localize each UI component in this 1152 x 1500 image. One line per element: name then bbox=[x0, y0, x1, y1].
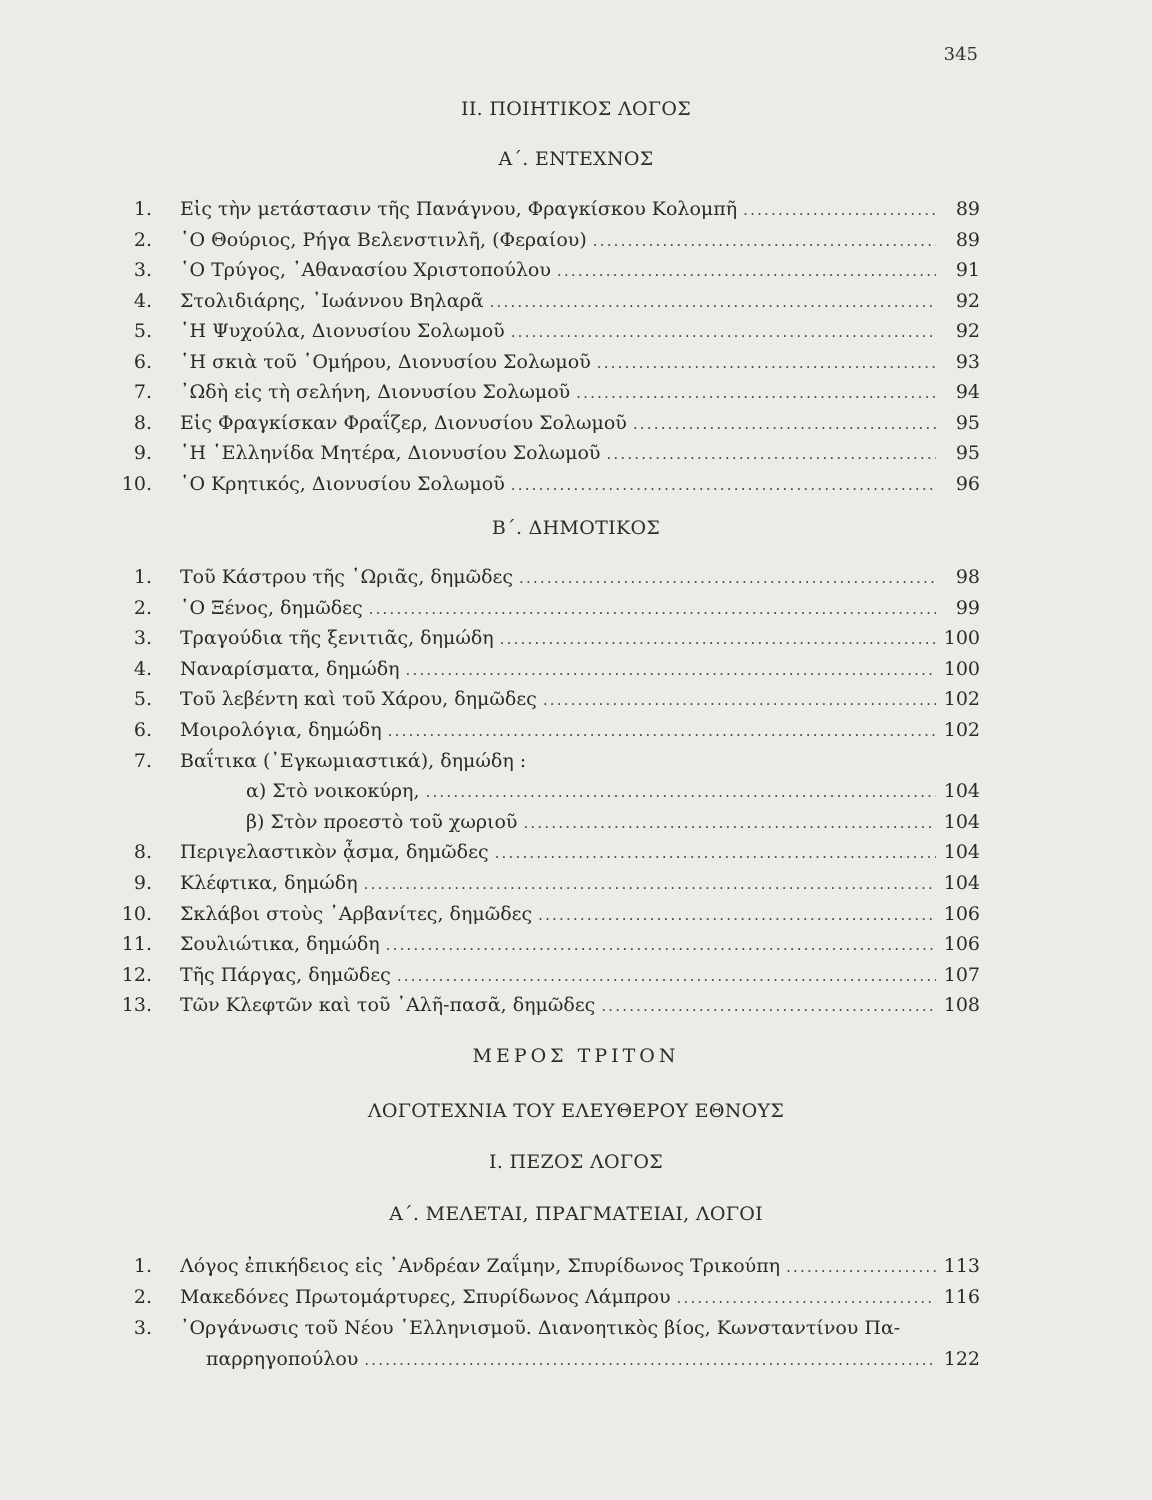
toc-entry bbox=[180, 410, 936, 437]
toc-entry bbox=[180, 870, 936, 897]
toc-number: 13. bbox=[121, 994, 152, 1017]
toc-row bbox=[0, 196, 1152, 222]
toc-number: 2. bbox=[133, 228, 152, 251]
toc-leader-dots bbox=[406, 657, 936, 683]
toc-leader-dots bbox=[543, 687, 936, 713]
toc-page-number: 91 bbox=[955, 259, 980, 281]
toc-row bbox=[0, 870, 1152, 896]
toc-title: ῾Η ῾Ελληνίδα Μητέρα, Διονυσίου Σολωμοῦ bbox=[180, 442, 601, 464]
toc-number: 5. bbox=[133, 688, 152, 711]
toc-title: Βαΐτικα (᾿Εγκωμιαστικά), δημώδη : bbox=[180, 749, 527, 772]
toc-number: 10. bbox=[121, 902, 152, 925]
toc-number: 8. bbox=[133, 411, 152, 434]
toc-entry bbox=[180, 901, 936, 928]
toc-page-number: 102 bbox=[943, 719, 980, 741]
toc-title: ῾Ο Τρύγος, ᾿Αθανασίου Χριστοπούλου bbox=[180, 259, 551, 281]
toc-title: ῾Ο Κρητικός, Διονυσίου Σολωμοῦ bbox=[180, 472, 505, 495]
toc-leader-dots bbox=[500, 626, 936, 652]
toc-page-number: 100 bbox=[943, 627, 980, 650]
toc-row bbox=[0, 288, 1152, 314]
toc-leader-dots bbox=[557, 258, 936, 284]
toc-title: α) Στὸ νοικοκύρη, bbox=[246, 780, 420, 803]
toc-entry bbox=[180, 686, 936, 713]
toc-title: β) Στὸν προεστὸ τοῦ χωριοῦ bbox=[246, 810, 518, 833]
toc-page-number: 104 bbox=[943, 810, 980, 833]
toc-page-number: 108 bbox=[943, 994, 980, 1017]
toc-page-number: 92 bbox=[955, 289, 980, 312]
toc-entry bbox=[180, 1253, 936, 1280]
toc-page-number: 106 bbox=[943, 902, 980, 925]
toc-number: 10. bbox=[121, 472, 152, 495]
toc-leader-dots bbox=[511, 319, 936, 345]
toc-leader-dots bbox=[425, 779, 936, 805]
toc-leader-dots bbox=[511, 472, 936, 498]
toc-entry bbox=[180, 625, 936, 652]
toc-title: Ναναρίσματα, δημώδη bbox=[180, 657, 400, 680]
toc-entry bbox=[180, 440, 936, 467]
toc-title: ῾Η σκιὰ τοῦ ῾Ομήρου, Διονυσίου Σολωμοῦ bbox=[180, 350, 591, 373]
subsection-heading-entechnos: Α΄. ΕΝΤΕΧΝΟΣ bbox=[498, 148, 654, 170]
toc-row bbox=[0, 625, 1152, 651]
toc-title: ᾿Οργάνωσις τοῦ Νέου ῾Ελληνισμοῦ. Διανοητικὸς βίος, Κωνσταντίνου Πα- bbox=[180, 1317, 901, 1339]
toc-number: 1. bbox=[133, 566, 152, 588]
toc-row bbox=[0, 1315, 1152, 1341]
toc-entry bbox=[180, 839, 936, 866]
toc-page-number: 104 bbox=[943, 780, 980, 803]
toc-row bbox=[0, 227, 1152, 253]
toc-leader-dots bbox=[601, 993, 936, 1019]
toc-number: 5. bbox=[133, 320, 152, 342]
toc-leader-dots bbox=[597, 350, 936, 376]
toc-leader-dots bbox=[538, 902, 936, 928]
toc-entry bbox=[180, 227, 936, 254]
toc-number: 4. bbox=[133, 657, 152, 680]
toc-leader-dots bbox=[677, 1285, 936, 1311]
toc-number: 11. bbox=[121, 933, 152, 956]
toc-row bbox=[0, 564, 1152, 590]
toc-page-number: 89 bbox=[955, 228, 980, 251]
toc-title: Σουλιώτικα, δημώδη bbox=[180, 933, 380, 956]
toc-title: Σκλάβοι στοὺς ᾿Αρβανίτες, δημῶδες bbox=[180, 902, 533, 925]
toc-title: Τῶν Κλεφτῶν καὶ τοῦ ᾿Αλῆ-πασᾶ, δημῶδες bbox=[180, 994, 596, 1017]
toc-entry bbox=[246, 778, 936, 805]
toc-entry bbox=[180, 962, 936, 989]
toc-number: 12. bbox=[121, 963, 152, 986]
toc-entry bbox=[180, 992, 936, 1019]
toc-leader-dots bbox=[633, 411, 936, 437]
toc-title: Τοῦ Κάστρου τῆς ῾Ωριᾶς, δημῶδες bbox=[180, 566, 513, 588]
toc-leader-dots bbox=[397, 963, 936, 989]
toc-number: 6. bbox=[133, 719, 152, 741]
toc-title: παρρηγοπούλου bbox=[206, 1348, 359, 1370]
toc-leader-dots bbox=[519, 565, 936, 591]
toc-title: Μοιρολόγια, δημώδη bbox=[180, 719, 382, 741]
toc-number: 3. bbox=[133, 1317, 152, 1339]
toc-row bbox=[0, 778, 1152, 804]
toc-number: 4. bbox=[133, 289, 152, 312]
toc-page-number: 104 bbox=[943, 841, 980, 864]
toc-number: 9. bbox=[133, 872, 152, 894]
toc-leader-dots bbox=[576, 380, 936, 406]
toc-title: Τραγούδια τῆς ξενιτιᾶς, δημώδη bbox=[180, 627, 494, 650]
part-subheading-logotechnia: ΛΟΓΟΤΕΧΝΙΑ ΤΟΥ ΕΛΕΥΘΕΡΟΥ ΕΘΝΟΥΣ bbox=[367, 1100, 785, 1122]
toc-row bbox=[0, 901, 1152, 927]
toc-page-number: 95 bbox=[955, 442, 980, 464]
toc-number: 8. bbox=[133, 841, 152, 864]
toc-row bbox=[0, 931, 1152, 957]
toc-row bbox=[0, 379, 1152, 405]
toc-number: 9. bbox=[133, 442, 152, 464]
toc-entry bbox=[180, 564, 936, 591]
toc-number: 7. bbox=[133, 381, 152, 403]
toc-number: 3. bbox=[133, 259, 152, 281]
toc-number: 2. bbox=[133, 1286, 152, 1308]
toc-page-number: 95 bbox=[955, 411, 980, 434]
toc-number: 1. bbox=[133, 198, 152, 220]
toc-page-number: 93 bbox=[955, 350, 980, 373]
toc-number: 2. bbox=[133, 596, 152, 619]
page-number: 345 bbox=[943, 44, 978, 65]
toc-leader-dots bbox=[364, 871, 936, 897]
toc-row bbox=[0, 839, 1152, 865]
toc-row bbox=[0, 962, 1152, 988]
toc-number: 3. bbox=[133, 627, 152, 650]
toc-leader-dots bbox=[364, 1347, 936, 1373]
toc-leader-dots bbox=[369, 596, 936, 622]
toc-page-number: 98 bbox=[955, 566, 980, 588]
toc-entry bbox=[180, 717, 936, 744]
toc-page-number: 116 bbox=[943, 1286, 980, 1308]
toc-row bbox=[0, 686, 1152, 712]
toc-leader-dots bbox=[786, 1254, 936, 1280]
toc-row bbox=[0, 318, 1152, 344]
toc-page-number: 107 bbox=[943, 963, 980, 986]
toc-row bbox=[0, 471, 1152, 497]
toc-row bbox=[0, 748, 1152, 774]
toc-entry bbox=[180, 257, 936, 284]
toc-title: Περιγελαστικὸν ᾆσμα, δημῶδες bbox=[180, 841, 489, 864]
toc-page-number: 100 bbox=[943, 657, 980, 680]
toc-row bbox=[0, 809, 1152, 835]
toc-entry bbox=[180, 318, 936, 345]
toc-leader-dots bbox=[606, 441, 936, 467]
toc-entry bbox=[180, 1284, 936, 1311]
toc-page-number: 113 bbox=[943, 1255, 980, 1277]
toc-title: Εἰς τὴν μετάστασιν τῆς Πανάγνου, Φραγκίσκου Κολομπῆ bbox=[180, 198, 738, 220]
toc-leader-dots bbox=[523, 810, 936, 836]
toc-page-number: 102 bbox=[943, 688, 980, 711]
toc-entry bbox=[180, 471, 936, 498]
toc-row bbox=[0, 1284, 1152, 1310]
toc-page-number: 96 bbox=[955, 472, 980, 495]
toc-page-number: 106 bbox=[943, 933, 980, 956]
toc-title: ῾Η Ψυχούλα, Διονυσίου Σολωμοῦ bbox=[180, 320, 505, 342]
toc-title: Κλέφτικα, δημώδη bbox=[180, 872, 358, 894]
toc-row bbox=[0, 349, 1152, 375]
toc-entry bbox=[180, 196, 936, 223]
toc-page-number: 89 bbox=[955, 198, 980, 220]
toc-leader-dots bbox=[386, 932, 936, 958]
toc-leader-dots bbox=[593, 228, 936, 254]
section-heading-pezos: Ι. ΠΕΖΟΣ ΛΟΓΟΣ bbox=[489, 1151, 663, 1173]
toc-row bbox=[0, 410, 1152, 436]
toc-page-number: 122 bbox=[943, 1348, 980, 1370]
toc-row bbox=[0, 717, 1152, 743]
toc-entry bbox=[180, 1315, 936, 1341]
toc-row bbox=[0, 1346, 1152, 1372]
toc-row bbox=[0, 595, 1152, 621]
toc-leader-dots bbox=[490, 289, 936, 315]
toc-entry bbox=[246, 809, 936, 836]
toc-entry bbox=[180, 931, 936, 958]
toc-page-number: 99 bbox=[955, 596, 980, 619]
toc-title: ῾Ο Ξένος, δημῶδες bbox=[180, 596, 363, 619]
toc-leader-dots bbox=[388, 718, 936, 744]
toc-title: Εἰς Φραγκίσκαν Φραΐζερ, Διονυσίου Σολωμοῦ bbox=[180, 411, 627, 434]
toc-title: Τοῦ λεβέντη καὶ τοῦ Χάρου, δημῶδες bbox=[180, 688, 537, 711]
toc-row bbox=[0, 656, 1152, 682]
toc-number: 6. bbox=[133, 350, 152, 373]
toc-leader-dots bbox=[495, 840, 936, 866]
toc-number: 1. bbox=[133, 1255, 152, 1277]
subsection-heading-meletai: Α΄. ΜΕΛΕΤΑΙ, ΠΡΑΓΜΑΤΕΙΑΙ, ΛΟΓΟΙ bbox=[389, 1203, 763, 1225]
part-heading-meros: ΜΕΡΟΣ ΤΡΙΤΟΝ bbox=[472, 1045, 680, 1067]
subsection-heading-dimotikos: Β΄. ΔΗΜΟΤΙΚΟΣ bbox=[491, 517, 661, 539]
toc-entry bbox=[180, 288, 936, 315]
toc-page-number: 92 bbox=[955, 320, 980, 342]
toc-title: Στολιδιάρης, ᾿Ιωάννου Βηλαρᾶ bbox=[180, 289, 484, 312]
toc-title: ᾿Ωδὴ εἰς τὴ σελήνη, Διονυσίου Σολωμοῦ bbox=[180, 381, 571, 403]
toc-entry bbox=[180, 656, 936, 683]
toc-entry bbox=[180, 595, 936, 622]
toc-row bbox=[0, 1253, 1152, 1279]
toc-page-number: 104 bbox=[943, 872, 980, 894]
toc-title: Μακεδόνες Πρωτομάρτυρες, Σπυρίδωνος Λάμπρου bbox=[180, 1286, 671, 1308]
toc-entry bbox=[180, 379, 936, 406]
toc-row bbox=[0, 440, 1152, 466]
toc-row bbox=[0, 992, 1152, 1018]
toc-entry bbox=[180, 748, 936, 774]
toc-row bbox=[0, 257, 1152, 283]
toc-leader-dots bbox=[743, 197, 936, 223]
toc-title: ῾Ο Θούριος, Ρήγα Βελενστινλῆ, (Φεραίου) bbox=[180, 228, 587, 251]
toc-number: 7. bbox=[133, 749, 152, 772]
toc-entry bbox=[180, 349, 936, 376]
toc-title: Τῆς Πάργας, δημῶδες bbox=[180, 963, 391, 986]
toc-page-number: 94 bbox=[955, 381, 980, 403]
toc-entry bbox=[206, 1346, 936, 1373]
toc-title: Λόγος ἐπικήδειος εἰς ᾿Ανδρέαν Ζαΐμην, Σπυρίδωνος Τρικούπη bbox=[180, 1255, 781, 1277]
section-heading-poetic: ΙΙ. ΠΟΙΗΤΙΚΟΣ ΛΟΓΟΣ bbox=[461, 98, 691, 120]
